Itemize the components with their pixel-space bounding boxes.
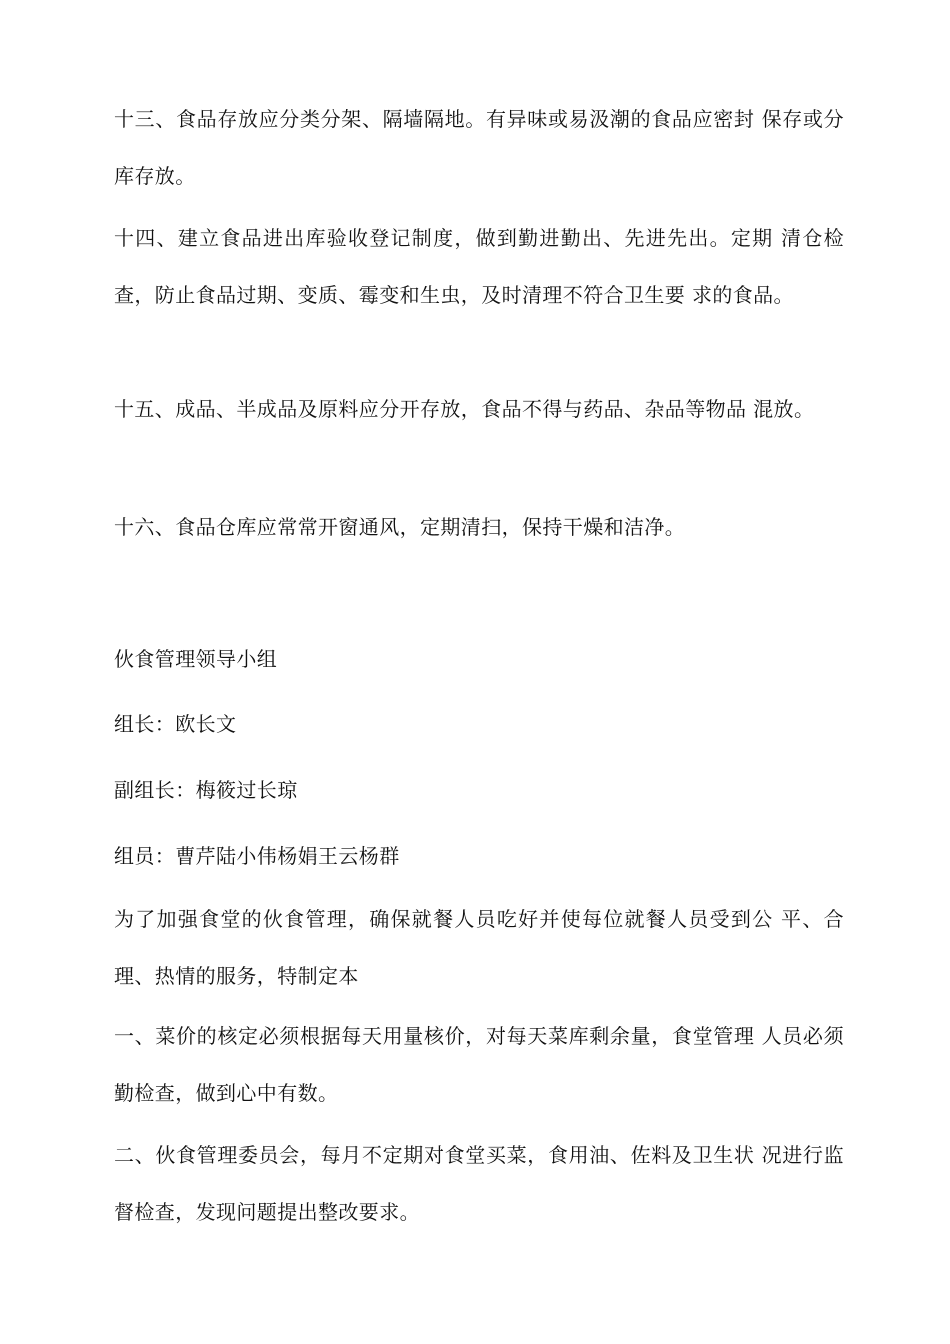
group-members: 组员：曹芹陆小伟杨娟王云杨群 [114, 844, 400, 868]
intro-paragraph: 为了加强食堂的伙食管理，确保就餐人员吃好并使每位就餐人员受到公 平、合理、热情的服务，特制定本 [114, 907, 844, 988]
group-title: 伙食管理领导小组 [114, 647, 278, 671]
group-leader: 组长：欧长文 [114, 712, 237, 736]
item-2-paragraph: 二、伙食管理委员会，每月不定期对食堂买菜，食用油、佐料及卫生状 况进行监督检查，发现问题提出整改要求。 [114, 1143, 844, 1224]
rule-13-paragraph: 十三、食品存放应分类分架、隔墙隔地。有异味或易汲潮的食品应密封 保存或分库存放。 [114, 107, 844, 188]
rule-16-paragraph: 十六、食品仓库应常常开窗通风，定期清扫，保持干燥和洁净。 [114, 515, 686, 539]
rule-14-paragraph: 十四、建立食品进出库验收登记制度，做到勤进勤出、先进先出。定期 清仓检查，防止食品过期、变质、霉变和生虫，及时清理不符合卫生要 求的食品。 [114, 226, 844, 307]
item-1-paragraph: 一、菜价的核定必须根据每天用量核价，对每天菜库剩余量，食堂管理 人员必须勤检查，做到心中有数。 [114, 1024, 844, 1105]
rule-15-paragraph: 十五、成品、半成品及原料应分开存放，食品不得与药品、杂品等物品 混放。 [114, 397, 815, 421]
group-deputy-leader: 副组长：梅筱过长琼 [114, 778, 298, 802]
